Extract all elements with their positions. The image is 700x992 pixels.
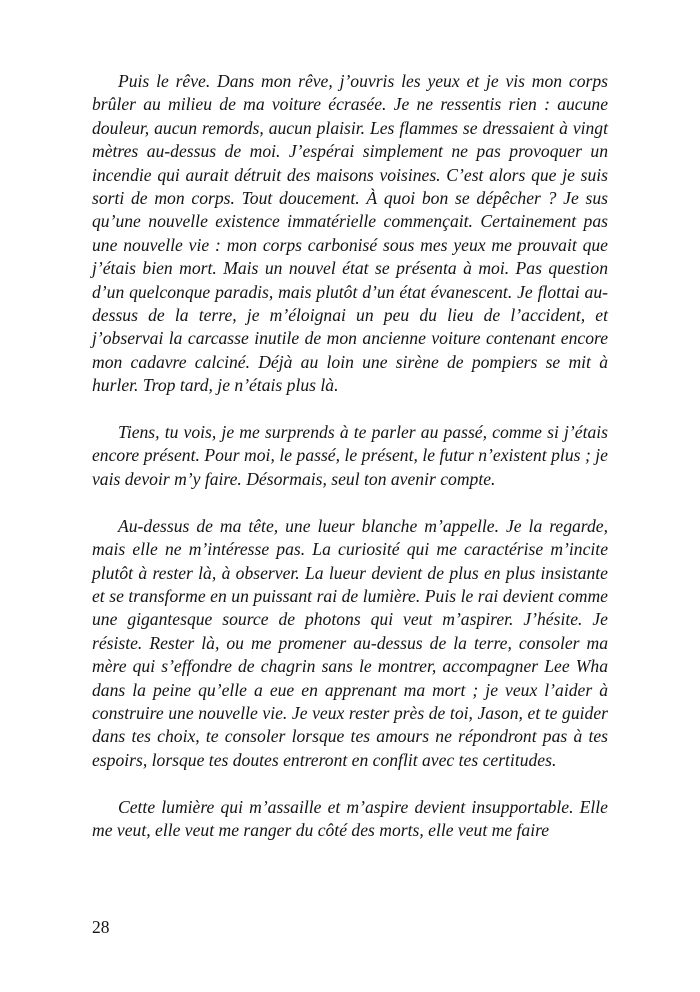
page-body xyxy=(92,70,608,842)
paragraph: Tiens, tu vois, je me surprends à te parler au passé, comme si j’étais encore présent. Pour moi, le passé, le présent, le futur n’existent plus ; je vais devoir m’y faire. Désormais, seul ton avenir compte. xyxy=(92,422,608,489)
paragraph: Puis le rêve. Dans mon rêve, j’ouvris les yeux et je vis mon corps brûler au milieu de ma voiture écrasée. Je ne ressentis rien : aucune douleur, aucun remords, aucun plaisir. Les flammes se dressaient à vingt mètres au-dessus de moi. J’espérai simplement ne pas provoquer un incendie qui aurait détruit des maisons voisines. C’est alors que je suis sorti de mon corps. Tout doucement. À quoi bon se dépêcher ? Je sus qu’une nouvelle existence immatérielle commençait. Certainement pas une nouvelle vie : mon corps carbonisé sous mes yeux me prouvait que j’étais bien mort. Mais un nouvel état se présenta à moi. Pas question d’un quelconque paradis, mais plutôt d’un état évanescent. Je flottai au-dessus de la terre, je m’éloignai un peu du lieu de l’accident, et j’observai la carcasse inutile de mon ancienne voiture contenant encore mon cadavre calciné. Déjà au loin une sirène de pompiers se mit à hurler. Trop tard, je n’étais plus là. xyxy=(92,71,608,396)
page-number: 28 xyxy=(92,917,110,937)
paragraph: Cette lumière qui m’assaille et m’aspire devient insupportable. Elle me veut, elle veut me ranger du côté des morts, elle veut me faire xyxy=(92,796,608,840)
paragraph: Au-dessus de ma tête, une lueur blanche m’appelle. Je la regarde, mais elle ne m’intéresse pas. La curiosité qui me caractérise m’incite plutôt à rester là, à observer. La lueur devient de plus en plus insistante et se transforme en un puissant rai de lumière. Puis le rai devient comme une gigantesque source de photons qui veut m’aspirer. J’hésite. Je résiste. Rester là, ou me promener au-dessus de la terre, consoler ma mère qui s’effondre de chagrin sans le montrer, accompagner Lee Wha dans la peine qu’elle a eue en apprenant ma mort ; je veux l’aider à construire une nouvelle vie. Je veux rester près de toi, Jason, et te guider dans tes choix, te consoler lorsque tes amours ne répondront pas à tes espoirs, lorsque tes doutes entreront en conflit avec tes certitudes. xyxy=(92,515,608,770)
